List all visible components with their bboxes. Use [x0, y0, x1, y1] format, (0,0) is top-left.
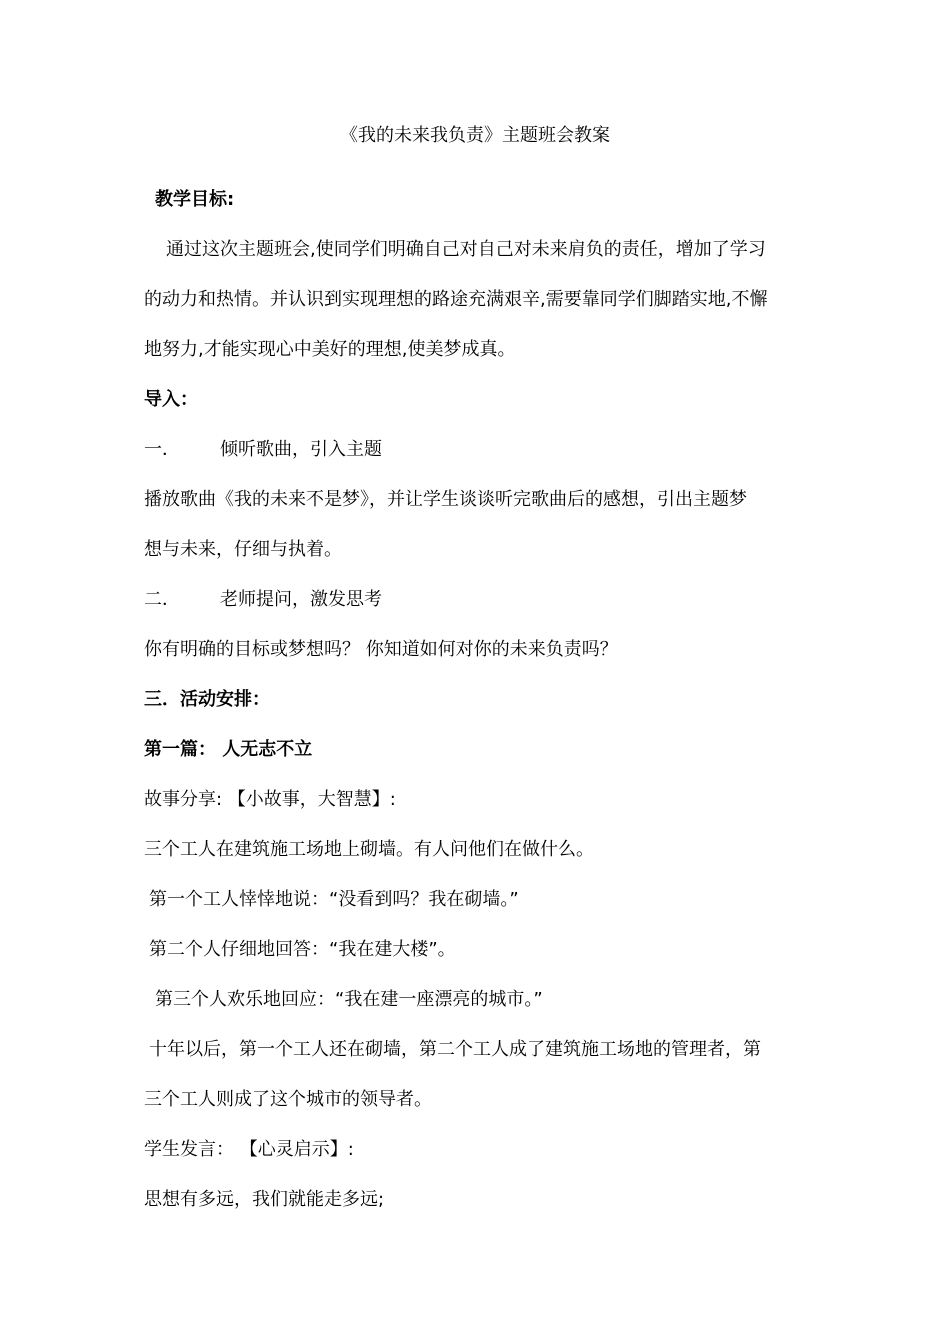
part-1-heading: 第一篇： 人无志不立: [144, 739, 313, 760]
section-2-number: 二．: [144, 589, 180, 610]
section-1-number: 一．: [144, 439, 180, 460]
section-1-heading: [144, 437, 382, 463]
story-line-3: 第二个人仔细地回答：“我在建大楼”。: [149, 939, 456, 960]
section-1-line-1: 播放歌曲《我的未来不是梦》，并让学生谈谈听完歌曲后的感想，引出主题梦: [144, 489, 747, 510]
section-3-heading: 三．活动安排：: [144, 689, 270, 710]
section-2-heading: [144, 587, 382, 613]
objective-line-1: 通过这次主题班会,使同学们明确自己对自己对未来肩负的责任，增加了学习: [166, 239, 766, 260]
section-1-label: 倾听歌曲，引入主题: [220, 439, 382, 460]
insight-line: 思想有多远，我们就能走多远;: [144, 1189, 385, 1210]
section-1-line-2: 想与未来，仔细与执着。: [144, 539, 342, 560]
section-2-label: 老师提问，激发思考: [220, 589, 382, 610]
story-line-5: 十年以后，第一个工人还在砌墙，第二个工人成了建筑施工场地的管理者，第: [149, 1039, 761, 1060]
section-2-question: 你有明确的目标或梦想吗？ 你知道如何对你的未来负责吗？: [144, 639, 618, 660]
story-line-1: 三个工人在建筑施工场地上砌墙。有人问他们在做什么。: [144, 839, 594, 860]
objective-heading: 教学目标:: [155, 189, 235, 210]
story-line-4: 第三个人欢乐地回应：“我在建一座漂亮的城市。”: [155, 989, 543, 1010]
story-line-6: 三个工人则成了这个城市的领导者。: [144, 1089, 432, 1110]
insight-label: 学生发言： 【心灵启示】:: [144, 1139, 354, 1160]
objective-line-3: 地努力,才能实现心中美好的理想,使美梦成真。: [144, 339, 516, 360]
intro-heading: 导入：: [144, 389, 198, 410]
story-label: 故事分享: 【小故事，大智慧】:: [144, 789, 396, 810]
objective-line-2: 的动力和热情。并认识到实现理想的路途充满艰辛,需要靠同学们脚踏实地,不懈: [144, 289, 768, 310]
story-line-2: 第一个工人悻悻地说：“没看到吗？我在砌墙。”: [149, 889, 519, 910]
document-title: 《我的未来我负责》主题班会教案: [340, 125, 610, 146]
